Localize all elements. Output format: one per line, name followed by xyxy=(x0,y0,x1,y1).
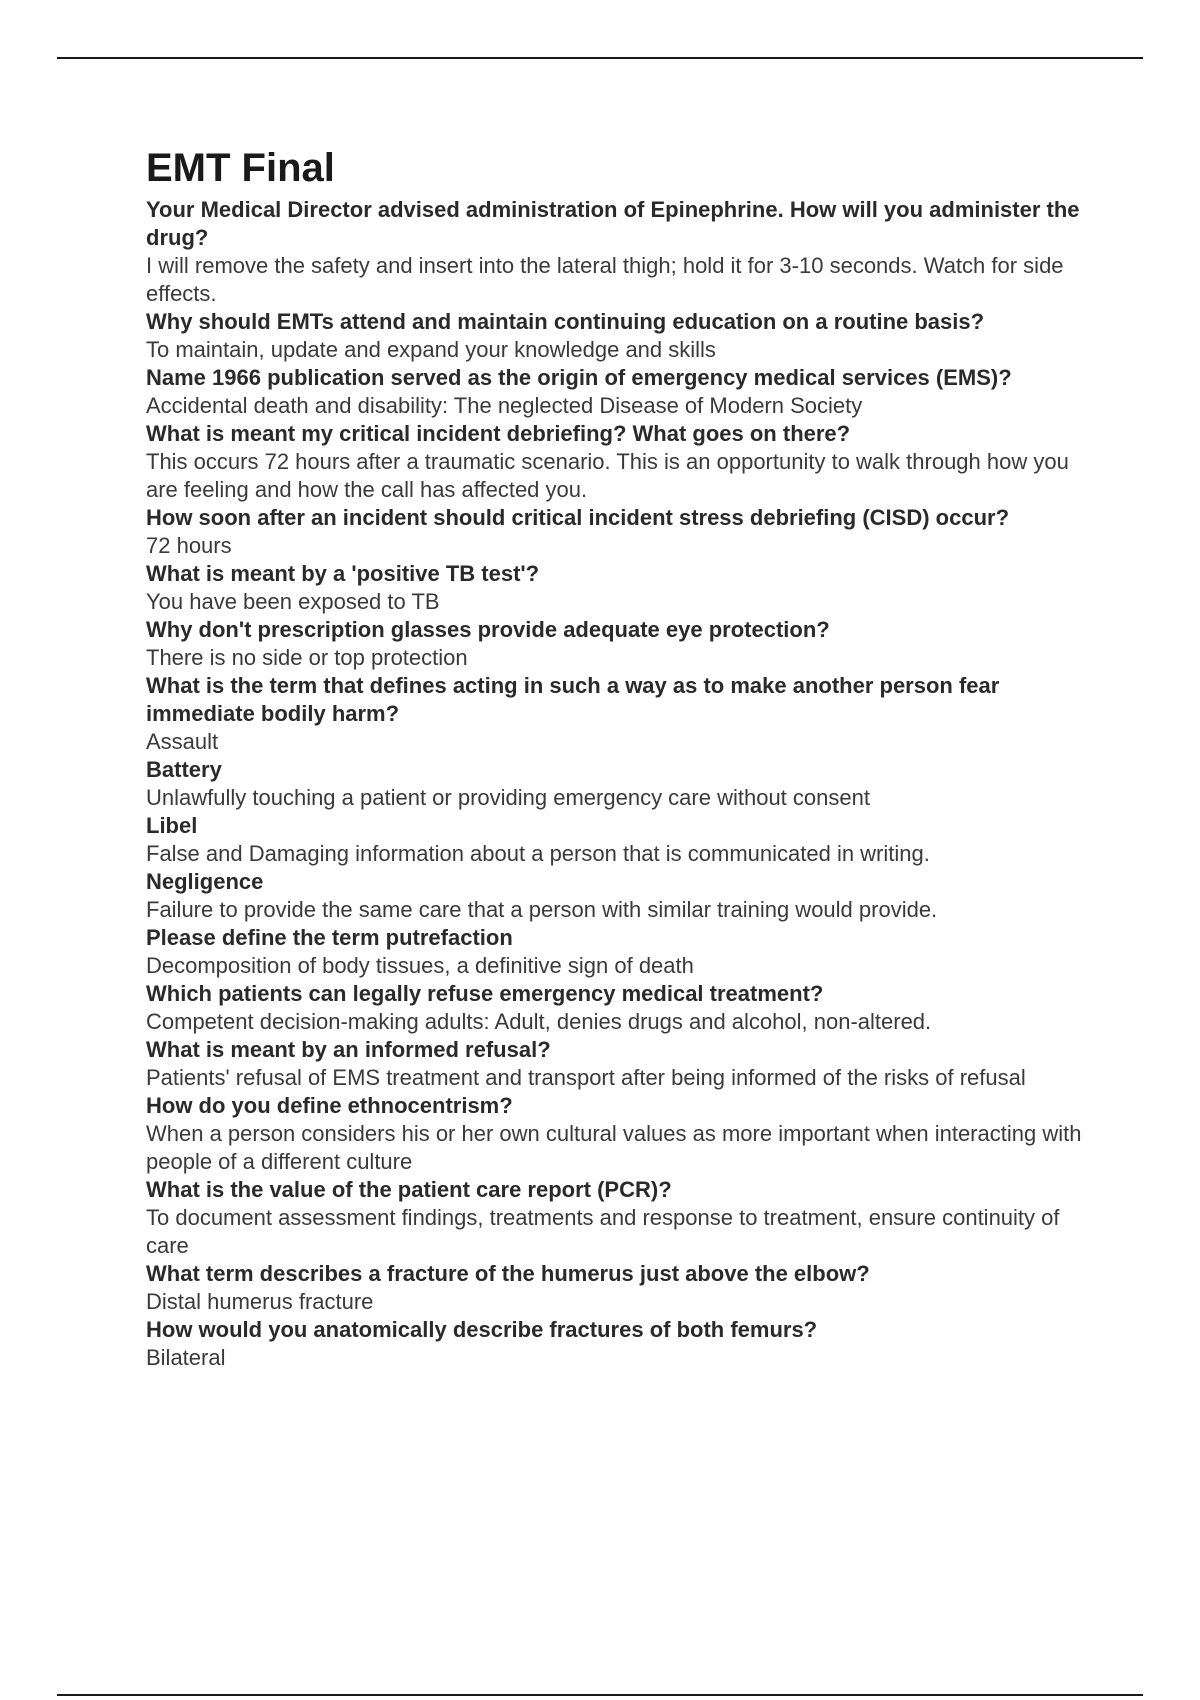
answer-text: Bilateral xyxy=(146,1345,226,1370)
answer-text: This occurs 72 hours after a traumatic scenario. This is an opportunity to walk through how you are feeling and how the call has affected you. xyxy=(146,449,1069,502)
qa-item xyxy=(146,812,1101,868)
question-text: Libel xyxy=(146,813,198,838)
answer-text: 72 hours xyxy=(146,533,232,558)
qa-item xyxy=(146,560,1101,616)
qa-item xyxy=(146,924,1101,980)
question-text: How do you define ethnocentrism? xyxy=(146,1093,513,1118)
qa-item xyxy=(146,868,1101,924)
bottom-rule xyxy=(57,1694,1143,1696)
question-text: What is meant by a 'positive TB test'? xyxy=(146,561,540,586)
question-text: What term describes a fracture of the humerus just above the elbow? xyxy=(146,1261,870,1286)
page-title: EMT Final xyxy=(146,146,335,190)
top-rule xyxy=(57,57,1143,59)
answer-text: Accidental death and disability: The neglected Disease of Modern Society xyxy=(146,393,863,418)
answer-text: Decomposition of body tissues, a definitive sign of death xyxy=(146,953,694,978)
question-text: How would you anatomically describe fractures of both femurs? xyxy=(146,1317,818,1342)
answer-text: Failure to provide the same care that a person with similar training would provide. xyxy=(146,897,938,922)
answer-text: When a person considers his or her own cultural values as more important when interacting with people of a different culture xyxy=(146,1121,1082,1174)
question-text: Which patients can legally refuse emergency medical treatment? xyxy=(146,981,824,1006)
qa-item xyxy=(146,1036,1101,1092)
qa-item xyxy=(146,420,1101,504)
question-text: Name 1966 publication served as the origin of emergency medical services (EMS)? xyxy=(146,365,1012,390)
qa-item xyxy=(146,504,1101,560)
answer-text: Patients' refusal of EMS treatment and transport after being informed of the risks of refusal xyxy=(146,1065,1026,1090)
answer-text: To maintain, update and expand your knowledge and skills xyxy=(146,337,716,362)
qa-item xyxy=(146,672,1101,756)
question-text: What is the value of the patient care report (PCR)? xyxy=(146,1177,672,1202)
qa-item xyxy=(146,980,1101,1036)
answer-text: To document assessment findings, treatments and response to treatment, ensure continuity of care xyxy=(146,1205,1060,1258)
question-text: What is meant my critical incident debriefing? What goes on there? xyxy=(146,421,851,446)
question-text: Please define the term putrefaction xyxy=(146,925,513,950)
qa-item xyxy=(146,1316,1101,1372)
question-text: Why should EMTs attend and maintain continuing education on a routine basis? xyxy=(146,309,985,334)
answer-text: Distal humerus fracture xyxy=(146,1289,374,1314)
document-body xyxy=(146,142,1101,1372)
qa-item xyxy=(146,1260,1101,1316)
answer-text: You have been exposed to TB xyxy=(146,589,440,614)
qa-item xyxy=(146,308,1101,364)
question-text: What is meant by an informed refusal? xyxy=(146,1037,551,1062)
qa-item xyxy=(146,196,1101,308)
question-text: Battery xyxy=(146,757,222,782)
qa-item xyxy=(146,364,1101,420)
question-text: What is the term that defines acting in such a way as to make another person fear immediate bodily harm? xyxy=(146,673,1000,726)
answer-text: There is no side or top protection xyxy=(146,645,468,670)
question-text: Negligence xyxy=(146,869,264,894)
answer-text: Unlawfully touching a patient or providing emergency care without consent xyxy=(146,785,870,810)
qa-item xyxy=(146,1092,1101,1176)
question-text: Why don't prescription glasses provide adequate eye protection? xyxy=(146,617,830,642)
qa-item xyxy=(146,756,1101,812)
question-text: How soon after an incident should critical incident stress debriefing (CISD) occur? xyxy=(146,505,1010,530)
qa-item xyxy=(146,616,1101,672)
answer-text: Competent decision-making adults: Adult, denies drugs and alcohol, non-altered. xyxy=(146,1009,932,1034)
qa-item xyxy=(146,1176,1101,1260)
question-text: Your Medical Director advised administration of Epinephrine. How will you administer the drug? xyxy=(146,197,1080,250)
answer-text: I will remove the safety and insert into the lateral thigh; hold it for 3-10 seconds. Watch for side effects. xyxy=(146,253,1064,306)
answer-text: False and Damaging information about a person that is communicated in writing. xyxy=(146,841,930,866)
answer-text: Assault xyxy=(146,729,219,754)
